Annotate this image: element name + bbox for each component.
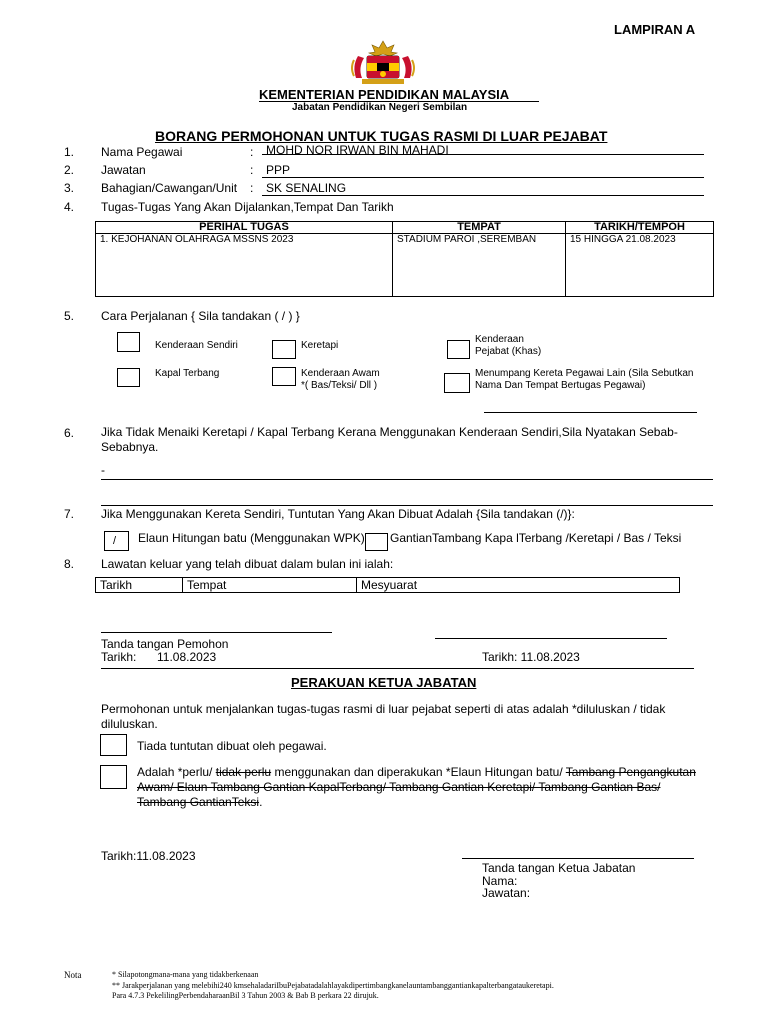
option-label-pejabat-line1: Kenderaan xyxy=(475,334,524,345)
field-line-nama xyxy=(262,154,704,155)
checkbox-gantian-tambang[interactable] xyxy=(365,533,388,551)
checkbox-elaun-hitungan[interactable] xyxy=(104,531,129,551)
checkbox-tick: / xyxy=(113,535,117,547)
section-divider xyxy=(101,668,694,669)
section8-label: Lawatan keluar yang telah dibuat dalam bulan ini ialah: xyxy=(101,557,394,571)
option-label-pejabat-line2: Pejabat (Khas) xyxy=(475,346,542,357)
option-label-gantian-tambang: GantianTambang Kapa lTerbang /Keretapi / Bas / Teksi xyxy=(390,531,682,545)
table-cell-perihal: 1. KEJOHANAN OLAHRAGA MSSNS 2023 xyxy=(96,234,393,297)
field-label-nama: Nama Pegawai xyxy=(101,145,183,159)
table-header-tempat: TEMPAT xyxy=(393,222,566,234)
ketua-signature-line xyxy=(462,858,694,859)
option-label-awam-line1: Kenderaan Awam xyxy=(301,368,380,379)
section7-label: Jika Menggunakan Kereta Sendiri, Tuntutan Yang Akan Dibuat Adalah {Sila tandakan (/)}: xyxy=(101,507,575,521)
option-label-menumpang-line2: Nama Dan Tempat Bertugas Pegawai) xyxy=(475,380,646,391)
pemohon-tarikh-value: 11.08.2023 xyxy=(157,650,217,664)
section-number: 5. xyxy=(64,309,75,323)
section6-line-1 xyxy=(101,479,713,480)
field-number: 3. xyxy=(64,181,75,195)
field-value-jawatan: PPP xyxy=(266,163,291,177)
table-cell-mesyuarat: Mesyuarat xyxy=(357,578,680,593)
table-cell-tempat: STADIUM PAROI ,SEREMBAN xyxy=(393,234,566,297)
option-label-kenderaan-sendiri: Kenderaan Sendiri xyxy=(155,340,238,351)
field-line-bahagian xyxy=(262,195,704,196)
form-title: BORANG PERMOHONAN UNTUK TUGAS RASMI DI LUAR PEJABAT xyxy=(155,128,608,144)
ketua-signature-label: Tanda tangan Ketua Jabatan xyxy=(482,861,636,875)
table-row xyxy=(96,234,714,297)
table-header-perihal: PERIHAL TUGAS xyxy=(96,222,393,234)
field-value-bahagian: SK SENALING xyxy=(266,181,347,195)
perakuan-text: Permohonan untuk menjalankan tugas-tugas rasmi di luar pejabat seperti di atas adalah *diluluskan / tidak diluluskan. xyxy=(101,702,666,731)
pemohon-right-line xyxy=(435,638,667,639)
department-name: Jabatan Pendidikan Negeri Sembilan xyxy=(292,102,468,113)
section6-answer: - xyxy=(101,463,105,477)
menumpang-answer-line xyxy=(484,412,697,413)
field-number: 1. xyxy=(64,145,75,159)
opt2-part-e: . xyxy=(259,795,263,809)
opt2-part-a: Adalah *perlu/ xyxy=(137,765,216,779)
section-number: 7. xyxy=(64,507,75,521)
tugas-table xyxy=(95,221,714,297)
perakuan-title: PERAKUAN KETUA JABATAN xyxy=(291,675,477,690)
section6-text: Jika Tidak Menaiki Keretapi / Kapal Terbang Kerana Menggunakan Kenderaan Sendiri,Sila Nyatakan Sebab-Sebabnya. xyxy=(101,425,678,454)
nota-line: * Silapotongmana-mana yang tidakberkenaan xyxy=(112,970,259,979)
checkbox-menumpang[interactable] xyxy=(444,373,470,393)
field-value-nama: MOHD NOR IRWAN BIN MAHADI xyxy=(266,143,449,157)
table-cell-tempat: Tempat xyxy=(183,578,357,593)
table-header-tarikh: TARIKH/TEMPOH xyxy=(566,222,714,234)
nota-label: Nota xyxy=(64,970,82,980)
ketua-tarikh: Tarikh:11.08.2023 xyxy=(101,849,196,863)
section-number: 8. xyxy=(64,557,75,571)
option-label-perlu-elaun xyxy=(137,765,712,810)
opt2-part-d-struck: Tambang Pengangkutan Awam/ Elaun Tambang Gantian KapalTerbang/ Tambang Gantian Keretapi/ Tambang Gantian Bas/ Tambang GantianTeksi xyxy=(137,765,696,809)
field-colon: : xyxy=(250,163,254,177)
checkbox-kenderaan-awam[interactable] xyxy=(272,367,296,386)
field-number: 2. xyxy=(64,163,75,177)
option-label-elaun-hitungan: Elaun Hitungan batu (Menggunakan WPK) xyxy=(138,531,365,545)
pemohon-signature-line xyxy=(101,632,332,633)
opt2-part-c: menggunakan dan diperakukan *Elaun Hitungan batu/ xyxy=(271,765,566,779)
ketua-nama-label: Nama: xyxy=(482,874,518,888)
field-label-jawatan: Jawatan xyxy=(101,163,146,177)
table-cell-tarikh: 15 HINGGA 21.08.2023 xyxy=(566,234,714,297)
section-number: 6. xyxy=(64,426,75,440)
checkbox-kenderaan-pejabat[interactable] xyxy=(447,340,470,359)
option-label-menumpang-line1: Menumpang Kereta Pegawai Lain (Sila Sebutkan xyxy=(475,368,694,379)
field-colon: : xyxy=(250,181,254,195)
nota-line: ** Jarakperjalanan yang melebihi240 kmsehaladariIbuPejabatadalahlayakdipertimbangkanelauntambanggantiankapalterbangataukeretapi. xyxy=(112,981,554,990)
ministry-name: KEMENTERIAN PENDIDIKAN MALAYSIA xyxy=(259,87,510,102)
section6-line-2 xyxy=(101,505,713,506)
option-label-tiada-tuntutan: Tiada tuntutan dibuat oleh pegawai. xyxy=(137,739,327,753)
table-row xyxy=(96,578,680,593)
checkbox-kapal-terbang[interactable] xyxy=(117,368,140,387)
ketua-jawatan-label: Jawatan: xyxy=(482,886,531,900)
checkbox-perlu-elaun[interactable] xyxy=(100,765,127,789)
section5-label: Cara Perjalanan { Sila tandakan ( / ) } xyxy=(101,309,300,323)
field-label-bahagian: Bahagian/Cawangan/Unit xyxy=(101,181,238,195)
nota-line: Para 4.7.3 PekelilingPerbendaharaanBil 3 Tahun 2003 & Bab B perkara 22 dirujuk. xyxy=(112,991,379,1000)
field-line-jawatan xyxy=(262,177,704,178)
section4-label: Tugas-Tugas Yang Akan Dijalankan,Tempat Dan Tarikh xyxy=(101,200,394,214)
pemohon-tarikh-right: Tarikh: 11.08.2023 xyxy=(482,650,580,664)
checkbox-tiada-tuntutan[interactable] xyxy=(100,734,127,756)
option-label-kapal-terbang: Kapal Terbang xyxy=(155,368,220,379)
field-colon: : xyxy=(250,145,254,159)
lampiran-label: LAMPIRAN A xyxy=(614,22,696,37)
opt2-part-b-struck: tidak perlu xyxy=(215,765,272,779)
option-label-awam-line2: *( Bas/Teksi/ Dll ) xyxy=(301,380,378,391)
pemohon-tarikh-label: Tarikh: xyxy=(101,650,137,664)
malaysia-coat-of-arms-logo xyxy=(350,38,416,86)
checkbox-keretapi[interactable] xyxy=(272,340,296,359)
section-number: 4. xyxy=(64,200,75,214)
checkbox-kenderaan-sendiri[interactable] xyxy=(117,332,140,352)
option-label-keretapi: Keretapi xyxy=(301,340,339,351)
lawatan-table xyxy=(95,577,680,593)
table-cell-tarikh: Tarikh xyxy=(96,578,183,593)
pemohon-signature-label: Tanda tangan Pemohon xyxy=(101,637,229,651)
